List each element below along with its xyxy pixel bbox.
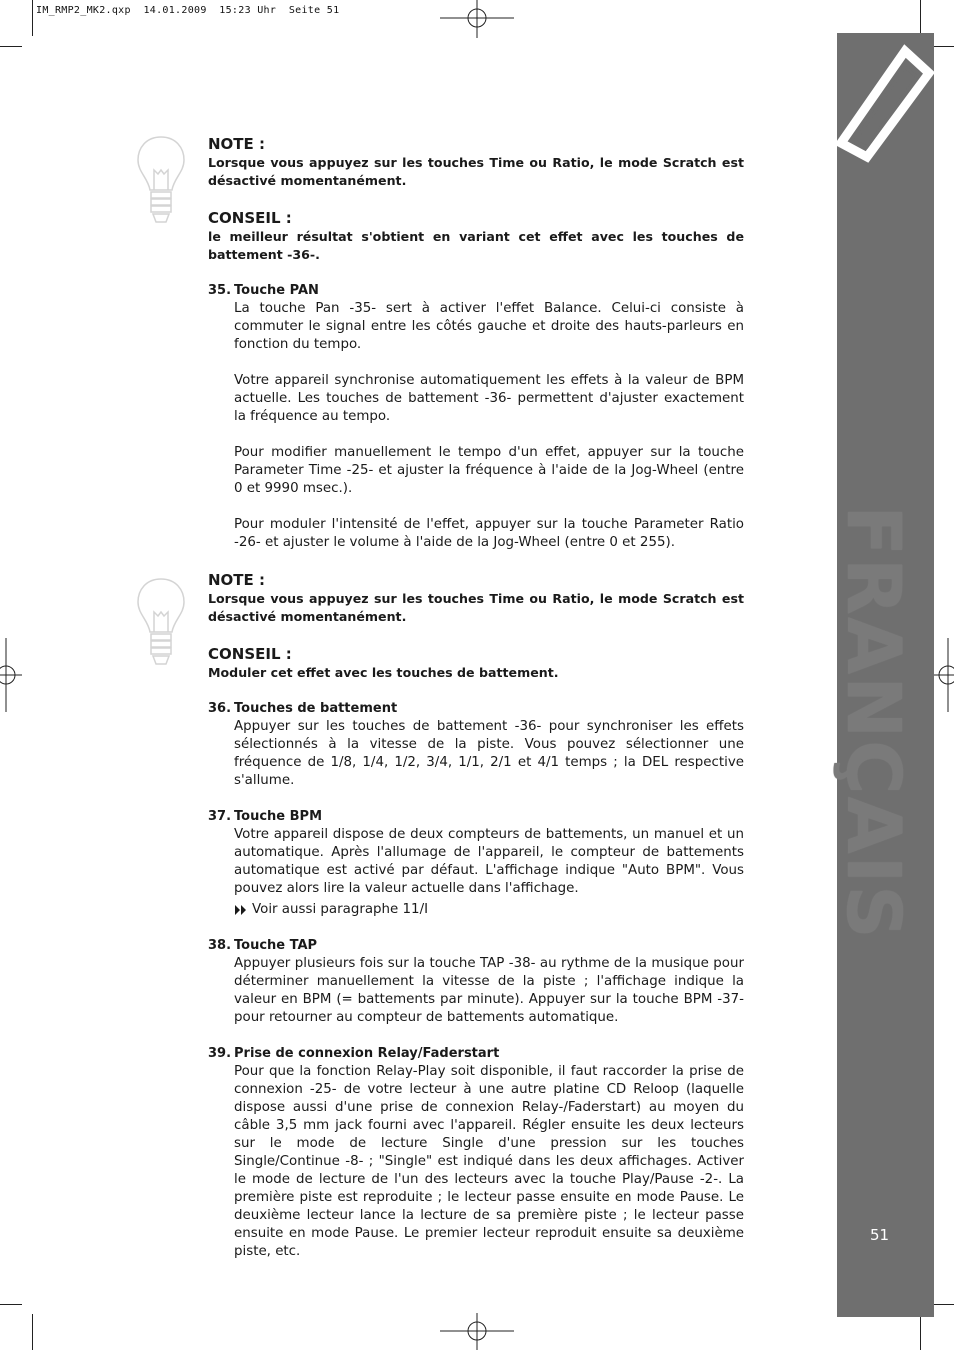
see-also-text: Voir aussi paragraphe 11/I: [252, 902, 429, 917]
paragraph: Pour que la fonction Relay-Play soit disponible, il faut raccorder la prise de connexion -25- de votre lecteur à une autre platine CD Reloop (laquelle dispose aussi d'une prise de connexion Relay-/Faderstart) au moyen du câble 3,5 mm jack fourni avec l'appareil. Régler ensuite les deux lecteurs sur le mode de lecture Single d'une pression sur les touches Single/Continue -8- ; "Single" est indiqué dans les deux affichages. Activer le mode de lecture de l'un des lecteurs avec la touche Play/Pause -2-. La première piste est reproduite ; le lecteur passe ensuite en mode Pause. Le deuxième lecteur lance la lecture de sa première piste ; le lecteur passe ensuite en mode Pause. Le premier lecteur reproduit ensuite sa deuxième piste, etc.: [234, 1064, 744, 1259]
item-37: [208, 808, 744, 919]
item-heading: [208, 937, 744, 955]
item-number: 35.: [208, 283, 232, 298]
tip-text: Moduler cet effet avec les touches de battement.: [208, 665, 559, 680]
note-text: Lorsque vous appuyez sur les touches Time ou Ratio, le mode Scratch est désactivé momentanément.: [208, 155, 744, 188]
language-label: FRANÇAIS: [830, 505, 916, 941]
registration-mark-icon: [440, 1313, 514, 1350]
registration-mark-icon: [0, 638, 22, 712]
item-body: [234, 955, 744, 1027]
item-36: [208, 700, 744, 790]
crop-mark: [0, 46, 22, 47]
double-arrow-icon: [234, 905, 248, 915]
crop-mark: [32, 0, 33, 36]
note-title: NOTE :: [208, 135, 266, 153]
item-title: Touche PAN: [234, 283, 319, 298]
registration-mark-icon: [932, 638, 954, 712]
note-block: [208, 134, 744, 190]
item-39: [208, 1045, 744, 1261]
lightbulb-icon: [136, 134, 186, 226]
item-body: [234, 1063, 744, 1261]
paragraph: Pour modifier manuellement le tempo d'un effet, appuyer sur la touche Parameter Time -25- et ajuster la fréquence à l'aide de la Jog-Wheel (entre 0 et 9990 msec.).: [234, 445, 744, 496]
page-number: 51: [870, 1226, 890, 1244]
item-body: [234, 300, 744, 552]
crop-mark: [932, 46, 954, 47]
lightbulb-icon: [136, 576, 186, 668]
item-body: [234, 826, 744, 898]
item-title: Touches de battement: [234, 701, 398, 716]
main-content: [208, 134, 744, 1279]
see-also-reference: [234, 901, 744, 919]
item-heading: [208, 700, 744, 718]
crop-mark: [932, 1304, 954, 1305]
brand-logo-icon: [837, 33, 934, 163]
paragraph: Appuyer sur les touches de battement -36- pour synchroniser les effets sélectionnés à la vitesse de la piste. Vous pouvez sélectionner une fréquence de 1/8, 1/4, 1/2, 3/4, 1/1, 2/1 et 4/1 temps ; la DEL respective s'allume.: [234, 719, 744, 788]
item-title: Touche BPM: [234, 809, 323, 824]
paragraph: Votre appareil dispose de deux compteurs de battements, un manuel et un automatique. Après l'allumage de l'appareil, le compteur de battements automatique est activé par défaut. L'affichage indique "Auto BPM". Vous pouvez alors lire la valeur actuelle dans l'affichage.: [234, 827, 744, 896]
paragraph: Pour moduler l'intensité de l'effet, appuyer sur la touche Parameter Ratio -26- et ajuster le volume à l'aide de la Jog-Wheel (entre 0 et 255).: [234, 517, 744, 550]
note-title: NOTE :: [208, 571, 266, 589]
item-title: Touche TAP: [234, 938, 318, 953]
registration-mark-icon: [440, 0, 514, 38]
note-block: [208, 570, 744, 626]
crop-mark: [920, 0, 921, 36]
language-sidebar: [830, 33, 934, 1317]
note-text: Lorsque vous appuyez sur les touches Time ou Ratio, le mode Scratch est désactivé momentanément.: [208, 591, 744, 624]
item-number: 39.: [208, 1046, 232, 1061]
item-heading: [208, 808, 744, 826]
item-title: Prise de connexion Relay/Faderstart: [234, 1046, 500, 1061]
crop-mark: [920, 1314, 921, 1350]
tip-text: le meilleur résultat s'obtient en variant cet effet avec les touches de battement -36-.: [208, 229, 744, 262]
item-35: [208, 282, 744, 552]
paragraph: Appuyer plusieurs fois sur la touche TAP -38- au rythme de la musique pour déterminer manuellement la vitesse de la piste ; l'affichage indique la valeur en BPM (= battements par minute). Appuyer sur la touche BPM -37- pour retourner au compteur de battements automatique.: [234, 956, 744, 1025]
tip-block: [208, 208, 744, 264]
tip-title: CONSEIL :: [208, 645, 292, 663]
item-number: 36.: [208, 701, 232, 716]
item-number: 37.: [208, 809, 232, 824]
tip-block: [208, 644, 744, 682]
crop-mark: [32, 1314, 33, 1350]
crop-mark: [0, 1304, 22, 1305]
item-heading: [208, 1045, 744, 1063]
item-body: [234, 718, 744, 790]
print-slug: IM_RMP2_MK2.qxp 14.01.2009 15:23 Uhr Seite 51: [36, 5, 340, 16]
item-38: [208, 937, 744, 1027]
paragraph: Votre appareil synchronise automatiquement les effets à la valeur de BPM actuelle. Les touches de battement -36- permettent d'ajuster exactement la fréquence au tempo.: [234, 373, 744, 424]
paragraph: La touche Pan -35- sert à activer l'effet Balance. Celui-ci consiste à commuter le signal entre les côtés gauche et droite des hauts-parleurs en fonction du tempo.: [234, 301, 744, 352]
tip-title: CONSEIL :: [208, 209, 292, 227]
item-heading: [208, 282, 744, 300]
item-number: 38.: [208, 938, 232, 953]
